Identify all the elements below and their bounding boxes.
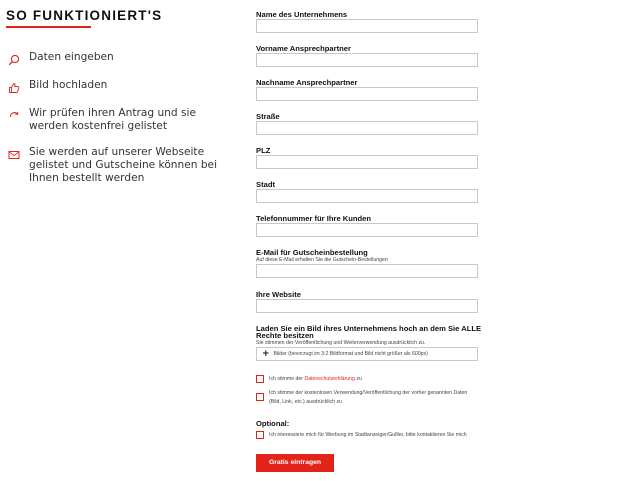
- image-upload-label-line2: Rechte besitzen: [256, 331, 314, 340]
- privacy-policy-link[interactable]: Datenschutzerklärung: [304, 376, 355, 382]
- street-label: Straße: [256, 112, 280, 121]
- street-input[interactable]: [256, 121, 478, 135]
- website-label: Ihre Website: [256, 290, 302, 299]
- step-review: [8, 107, 238, 133]
- advertising-consent-row: [256, 431, 467, 440]
- step-upload-image: [8, 79, 238, 94]
- zip-input[interactable]: [256, 155, 478, 169]
- submit-button[interactable]: Gratis eintragen: [256, 454, 334, 472]
- zip-label: PLZ: [256, 146, 271, 155]
- contact-first-name-label: Vorname Ansprechpartner: [256, 44, 351, 53]
- usage-consent-checkbox[interactable]: [256, 393, 264, 401]
- advertising-consent-checkbox[interactable]: [256, 431, 264, 439]
- privacy-consent-checkbox[interactable]: [256, 375, 264, 383]
- email-input[interactable]: [256, 264, 478, 278]
- optional-label: Optional:: [256, 419, 290, 428]
- upload-text: Bilder (bevorzugt im 3:2 Bildformat und Bild nicht größer als 600px): [273, 351, 428, 357]
- step-listed: [8, 146, 238, 185]
- city-input[interactable]: [256, 189, 478, 203]
- usage-consent-text: Ich stimme der kostenlosen Verwendung/Veröffentlichung der vorher genannten Daten (Bild, Link, etc.) ausdrücklich zu: [269, 390, 468, 405]
- envelope-icon: [8, 149, 20, 161]
- email-label: E-Mail für Gutscheinbestellung: [256, 248, 368, 257]
- website-input[interactable]: [256, 299, 478, 313]
- search-icon: [8, 54, 20, 66]
- phone-input[interactable]: [256, 223, 478, 237]
- contact-last-name-label: Nachname Ansprechpartner: [256, 78, 358, 87]
- phone-label: Telefonnummer für Ihre Kunden: [256, 214, 372, 223]
- image-upload-button[interactable]: [256, 347, 478, 361]
- image-upload-label-line1: Laden Sie ein Bild ihres Unternehmens hoch an dem Sie ALLE: [256, 324, 482, 333]
- contact-last-name-input[interactable]: [256, 87, 478, 101]
- company-name-input[interactable]: [256, 19, 478, 33]
- step-text: Sie werden auf unserer Webseite gelistet und Gutscheine können bei Ihnen bestellt werden: [29, 146, 218, 184]
- city-label: Stadt: [256, 180, 275, 189]
- step-text: Bild hochladen: [29, 79, 108, 91]
- plus-icon: +: [262, 349, 270, 359]
- company-name-label: Name des Unternehmens: [256, 10, 348, 19]
- step-text: Wir prüfen ihren Antrag und sie werden kostenfrei gelistet: [29, 107, 196, 132]
- privacy-consent-text: Ich stimme der Datenschutzerklärung zu: [269, 376, 362, 382]
- contact-first-name-input[interactable]: [256, 53, 478, 67]
- usage-consent-row: [256, 389, 476, 407]
- privacy-consent-row: [256, 375, 362, 384]
- step-enter-data: [8, 51, 238, 66]
- step-text: Daten eingeben: [29, 51, 114, 63]
- how-it-works-title: SO FUNKTIONIERT'S: [6, 8, 163, 23]
- advertising-consent-text: Ich interessiere mich für Werbung im Stadtanzeiger/Gulller, bitte kontaktieren Sie mich: [269, 432, 467, 438]
- title-underline: [6, 26, 91, 28]
- email-hint: Auf diese E-Mail erhalten Sie die Gutschein-Bestellungen: [256, 257, 388, 263]
- thumbs-up-icon: [8, 82, 20, 94]
- refresh-icon: [8, 110, 20, 122]
- image-upload-hint: Sie stimmen der Veröffentlichung und Weiterverwendung ausdrücklich zu.: [256, 340, 426, 346]
